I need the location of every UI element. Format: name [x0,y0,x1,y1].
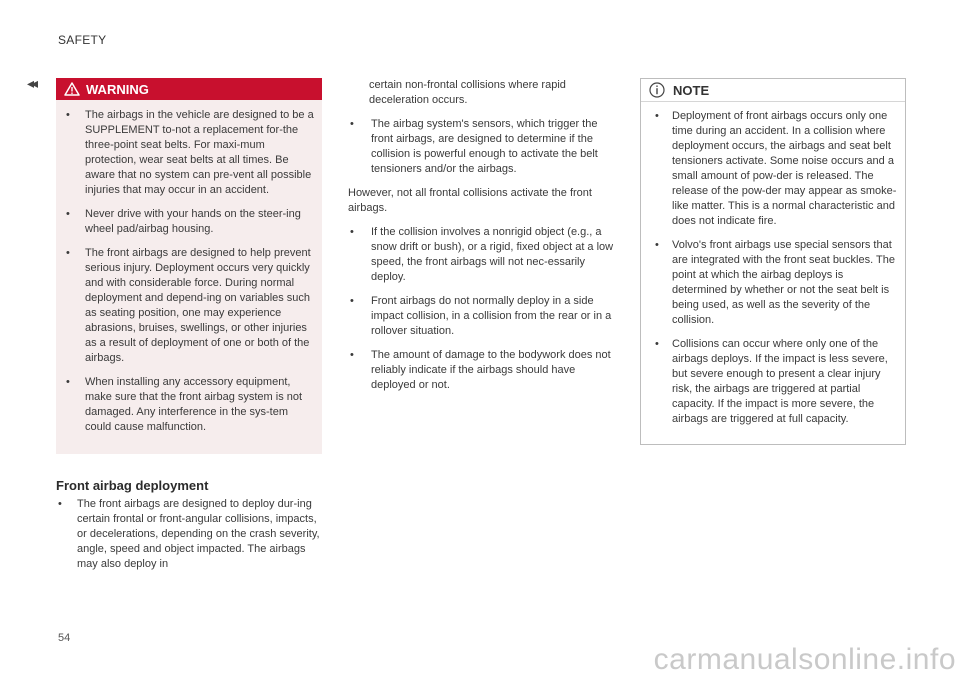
column-1 [56,78,322,581]
warning-list [56,100,322,435]
section-header: SAFETY [58,33,107,47]
page-number: 54 [58,632,71,644]
list-item: • The airbag system's sensors, which trigger the front airbags, are designed to determine if the collision is powerful enough to activate the belt tensioners and/or the airbags. [348,117,616,177]
list-item: • Front airbags do not normally deploy in a side impact collision, in a collision from the rear or in a rollover situation. [348,294,616,339]
list-item: • Volvo's front airbags use special sensors that are integrated with the front seat buckles. The point at which the airbag deploys is determined by whether or not the seat belt is being used, as well as the severity of the collision. [649,238,897,328]
note-box [640,78,906,445]
section-title-front-airbag-deployment: Front airbag deployment [56,478,209,493]
front-airbag-list [56,497,322,572]
list-item: • The airbags in the vehicle are designed to be a SUPPLEMENT to-not a replacement for-the three-point seat belts. For maxi-mum protection, wear seat belts at all times. Be aware that no system can pre-vent all possible injuries that may occur in an accident. [64,108,314,198]
continued-from-previous-marker: ◂◂ [27,75,36,91]
list-item: • When installing any accessory equipment, make sure that the front airbag system is not damaged. Any interference in the sys-tem could cause malfunction. [64,375,314,435]
list-item: • If the collision involves a nonrigid object (e.g., a snow drift or bush), or a rigid, fixed object at a low speed, the front airbags will not nec-essarily deploy. [348,225,616,285]
note-list [641,102,905,427]
list-item: • Never drive with your hands on the steer-ing wheel pad/airbag housing. [64,207,314,237]
list-item: • The amount of damage to the bodywork does not reliably indicate if the airbags should have deployed or not. [348,348,616,393]
list-item: • Deployment of front airbags occurs only one time during an accident. In a collision where deployment occurs, the airbags and seat belt tensioners activate. Some noise occurs and a small amount of pow-der is released. The release of the pow-der may appear as smoke-like matter. This is a normal characteristic and does not indicate fire. [649,109,897,229]
warning-box [56,78,322,454]
warning-title: WARNING [86,81,149,97]
list-item: • Collisions can occur where only one of the airbags deploys. If the impact is less severe, but severe enough to present a clear injury risk, the airbags are triggered at partial capacity. If the impact is more severe, the airbags are triggered at full capacity. [649,337,897,427]
sensor-list [348,117,616,177]
note-title: NOTE [673,82,710,98]
list-item: • The front airbags are designed to help prevent serious injury. Deployment occurs very quickly and with considerable force. During normal deployment and depend-ing on variables such as seating position, one may experience abrasions, bruises, swellings, or other injuries as a result of deployment of one or both of the airbags. [64,246,314,366]
continued-text: certain non-frontal collisions where rapid deceleration occurs. [369,79,566,106]
column-2 [348,78,616,402]
column-3 [640,78,906,445]
info-circle-icon [649,82,665,98]
warning-header [56,78,322,100]
list-item: • The front airbags are designed to deploy dur-ing certain frontal or front-angular collisions, impacts, or decelerations, depending on the crash severity, angle, speed and object impacted. The airbags may also deploy in [56,497,322,572]
watermark: carmanualsonline.info [653,643,956,676]
note-header [641,79,905,102]
paragraph: However, not all frontal collisions activate the front airbags. [348,187,592,214]
conditions-list [348,225,616,393]
warning-triangle-icon [64,82,80,96]
